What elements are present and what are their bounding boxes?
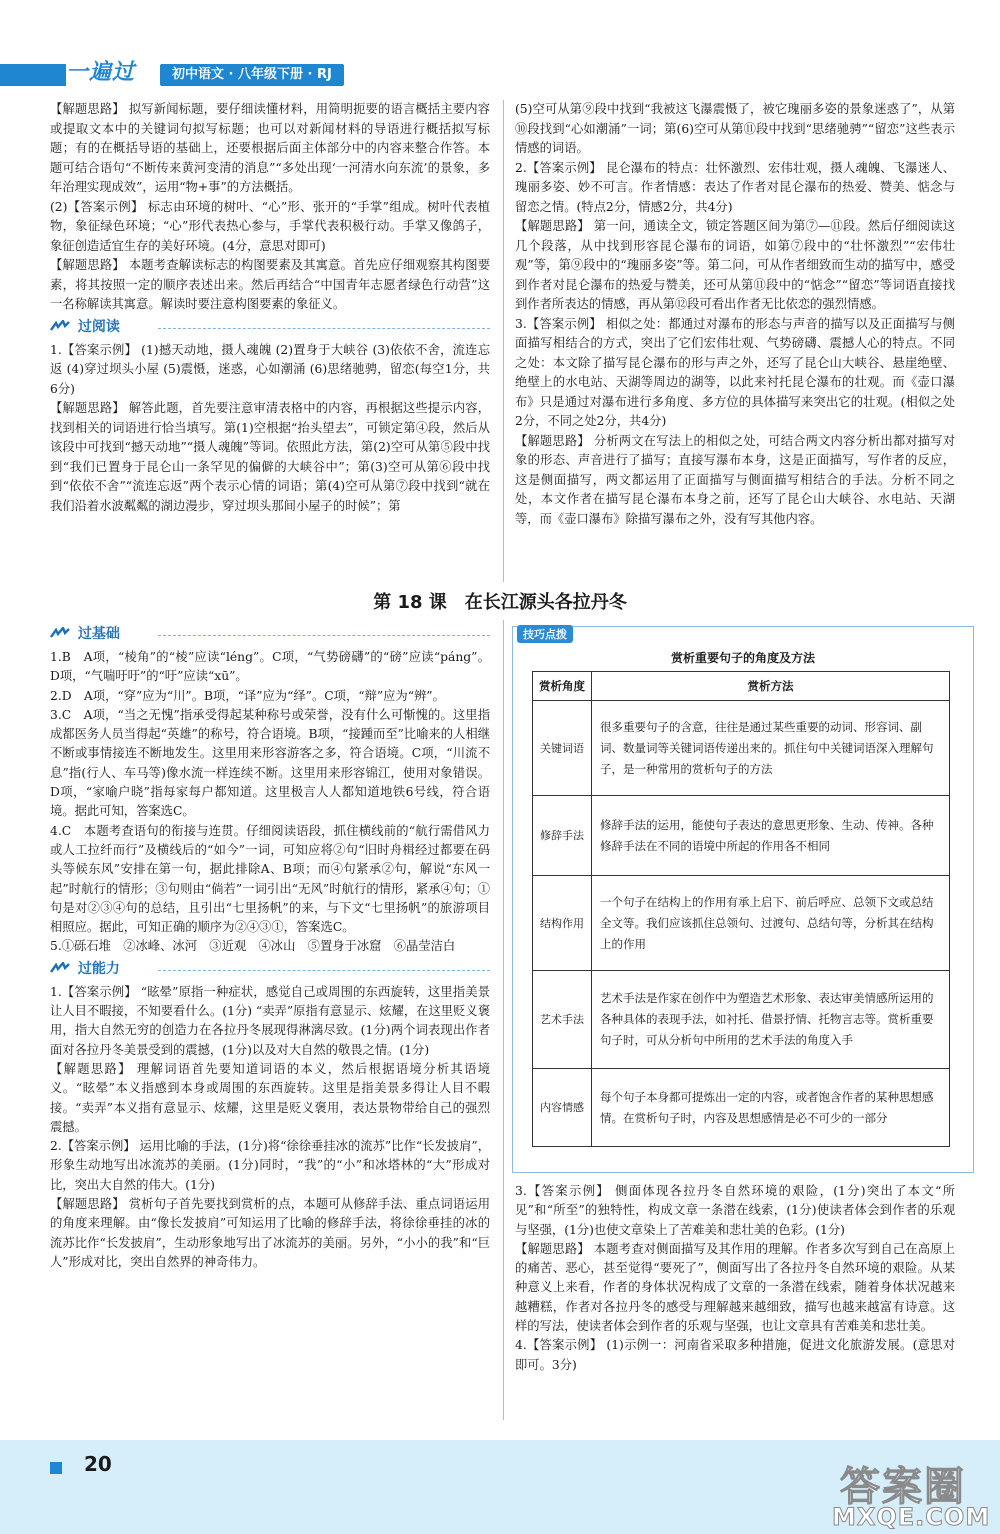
section-header-guojichu (50, 625, 490, 645)
book-logo: 一遍过 (66, 60, 136, 85)
paragraph: 1.【答案示例】 (1)撼天动地，摄人魂魄 (2)置身于大峡谷 (3)依依不舍，流连忘返 (4)穿过坝头小屋 (5)震慑，迷惑，心如潮涌 (6)思绪驰骋，留恋(每空1分，共6分) (50, 342, 490, 396)
table-header-angle: 赏析角度 (533, 672, 592, 701)
table-header-method: 赏析方法 (592, 672, 950, 701)
section-title: 过阅读 (77, 318, 120, 335)
column-divider-bottom (503, 620, 504, 1420)
book-subtitle: 初中语文 · 八年级下册 · RJ (160, 64, 344, 86)
paragraph: 2.D A项，“穿”应为“川”。B项，“译”应为“绎”。C项，“辩”应为“辨”。 (50, 688, 445, 703)
paragraph: (2)【答案示例】 标志由环境的树叶、“心”形、张开的“手掌”组成。树叶代表植物，象征绿色环境；“心”形代表热心参与，手掌代表积极行动。手掌又像鸽子，象征创造适宜生存的美好环境。(4分，意思对即可) (50, 199, 490, 253)
tips-tag: 技巧点拨 (517, 625, 573, 643)
table-cell-angle: 修辞手法 (533, 796, 592, 876)
watermark-logo: 答案圈 (840, 1464, 966, 1510)
section-dashed-line (158, 328, 490, 329)
paragraph: 2.【答案示例】 昆仑瀑布的特点：壮怀激烈、宏伟壮观，摄人魂魄、飞瀑迷人、瑰丽多姿、妙不可言。作者情感：表达了作者对昆仑瀑布的热爱、赞美、惦念与留恋之情。(特点2分，情感2分，共4分) (515, 160, 955, 214)
tips-title: 赏析重要句子的角度及方法 (670, 651, 815, 665)
paragraph: 【解题思路】 第一问，通读全文，锁定答题区间为第⑦—⑪段。然后仔细阅读这几个段落，从中找到形容昆仑瀑布的词语，如第⑦段中的“壮怀激烈”“宏伟壮观”等，第⑨段中的“瑰丽多姿”等。第二问，可从作者细致而生动的描写中，感受到作者对昆仑瀑布的热爱与赞美，还可从第⑪段中的“惦念”“留恋”等词语直接找到作者所表达的情感，再从第⑫段可看出作者无比依恋的强烈情感。 (515, 219, 955, 311)
left-column-top (50, 100, 490, 516)
paragraph: 【解题思路】 赏析句子首先要找到赏析的点，本题可从修辞手法、重点词语运用的角度来理解。由“像长发披肩”可知运用了比喻的修辞手法，将徐徐垂挂的冰的流苏比作“长发披肩”，生动形象地写出了冰流苏的美丽。另外，“小小的我”和“巨人”形成对比，突出自然界的神奇伟力。 (50, 1197, 490, 1269)
table-row (533, 971, 950, 1069)
paragraph: 【解题思路】 分析两文在写法上的相似之处，可结合两文内容分析出都对描写对象的形态、声音进行了描写；直接写瀑布本身，这是正面描写，写作者的反应，这是侧面描写，两文都运用了正面描写与侧面描写相结合的手法。分析不同之处，本文作者在描写昆仑瀑布本身之前，还写了昆仑山大峡谷、水电站、天湖等，而《壶口瀑布》除描写瀑布之外，没有写其他内容。 (515, 433, 955, 526)
section-title: 过基础 (77, 626, 120, 642)
table-cell-angle: 艺术手法 (533, 971, 592, 1069)
tips-table (532, 671, 950, 1147)
left-column-bottom (50, 622, 490, 1272)
section-arrow-icon (50, 961, 70, 973)
paragraph: 3.【答案示例】 相似之处：都通过对瀑布的形态与声音的描写以及正面描写与侧面描写相结合的方式，突出了它们宏伟壮观、气势磅礴、震撼人心的特点。不同之处：本文除了描写昆仑瀑布的形与声之外，还写了昆仑山大峡谷、悬崖绝壁、绝壁上的水电站、天湖等周边的湖等，以此来衬托昆仑瀑布的壮观。而《壶口瀑布》只是通过对瀑布进行多角度、多方位的具体描写来突出它的壮观。(相似之处2分，不同之处2分，共4分) (515, 316, 955, 428)
column-divider-top (503, 100, 504, 582)
watermark-url: MXQE.COM (832, 1503, 991, 1531)
paragraph: 【解题思路】 拟写新闻标题，要仔细读懂材料，用简明扼要的语言概括主要内容或提取文本中的关键词句拟写标题；也可以对新闻材料的导语进行概括拟写标题；有的在概括导语的基础上，还要根据后面主体部分中的内容来整合作答。本题可结合语句“不断传来黄河变清的消息”“多处出现‘一河清水向东流’的景象，多年治理实现成效”，运用“物+事”的方法概括。 (50, 102, 490, 194)
paragraph: 3.C A项，“当之无愧”指承受得起某种称号或荣誉，没有什么可惭愧的。这里指成都医务人员当得起“英雄”的称号，符合语境。B项，“接踵而至”比喻来的人相继不断或事情接连不断地发生。这里用来形容游客之多，符合语境。C项，“川流不息”指(行人、车马等)像水流一样连续不断。这里用来形容锦江，使用对象错误。D项，“家喻户晓”指每家每户都知道。这里极言人人都知道地铁6号线，符合语境。据此可知，答案选C。 (50, 707, 490, 819)
table-cell-angle: 结构作用 (533, 876, 592, 971)
page-number: 20 (84, 1452, 112, 1476)
section-arrow-icon (50, 319, 70, 331)
table-row (533, 876, 950, 971)
section-title: 过能力 (77, 960, 120, 977)
paragraph: 【解题思路】 本题考查解读标志的构图要素及其寓意。首先应仔细观察其构图要素，将其按照一定的顺序表述出来。然后再结合“中国青年志愿者绿色行动营”这一名称解读其寓意。解读时要注意构图要素的象征义。 (50, 258, 490, 311)
book-header (0, 58, 400, 90)
table-row (533, 701, 950, 796)
footer-square-icon (50, 1462, 62, 1474)
tips-box (512, 626, 974, 1173)
table-cell-method: 很多重要句子的含意，往往是通过某些重要的动词、形容词、副词、数量词等关键词语传递出来的。抓住句中关键词语深入理解句子，是一种常用的赏析句子的方法 (592, 701, 950, 796)
header-color-bar (0, 64, 66, 86)
table-row (533, 1069, 950, 1147)
paragraph: 1.【答案示例】 “眩晕”原指一种症状，感觉自己或周围的东西旋转，这里指美景让人目不暇接，不知要看什么。(1分) “卖弄”原指有意显示、炫耀，在这里贬义褒用，指大自然无穷的创造力在各拉丹冬展现得淋漓尽致。(1分)两个词表现出作者面对各拉丹冬美景受到的震撼，(1分)以及对大自然的敬畏之情。(1分) (50, 984, 490, 1057)
paragraph: 3.【答案示例】 侧面体现各拉丹冬自然环境的艰险，(1分)突出了本文“所见”和“所至”的独特性，构成文章一条潜在线索，(1分)使读者体会到作者的乐观与坚强，(1分)也使文章染上了苦难美和悲壮美的色彩。(1分) (515, 1184, 955, 1237)
section-header-guonengli (50, 960, 490, 980)
right-column-bottom (515, 1182, 955, 1375)
section-dashed-line (158, 970, 490, 971)
table-cell-method: 每个句子本身都可提炼出一定的内容，或者饱含作者的某种思想感情。在赏析句子时，内容及思想感情是必不可少的一部分 (592, 1069, 950, 1147)
paragraph: 5.①砾石堆 ②冰峰、冰河 ③近观 ④冰山 ⑤置身于冰窟 ⑥晶莹洁白 (50, 939, 456, 954)
section-dashed-line (158, 635, 490, 636)
table-cell-method: 一个句子在结构上的作用有承上启下、前后呼应、总领下文或总结全文等。我们应该抓住总领句、过渡句、总结句等，分析其在结构上的作用 (592, 876, 950, 971)
table-cell-angle: 内容情感 (533, 1069, 592, 1147)
lesson-title: 第 18 课 在长江源头各拉丹冬 (373, 592, 627, 613)
table-row (533, 796, 950, 876)
paragraph: (5)空可从第⑨段中找到“我被这飞瀑震慑了，被它瑰丽多姿的景象迷惑了”，从第⑩段找到“心如潮涌”一词；第(6)空可从第⑪段中找到“思绪驰骋”“留恋”这些表示情感的词语。 (515, 102, 955, 155)
paragraph: 【解题思路】 解答此题，首先要注意审清表格中的内容，再根据这些提示内容，找到相关的词语进行恰当填写。第(1)空根据“抬头望去”，可锁定第④段，然后从该段中可找到“撼天动地”“摄人魂魄”等词。依照此方法，第(2)空可从第⑤段中找到“我们已置身于昆仑山一条罕见的偏僻的大峡谷中”；第(3)空可从第⑥段中找到“依依不舍”“流连忘返”两个表示心情的词语；第(4)空可从第⑦段中找到“就在我们沿着水波粼粼的湖边漫步，穿过坝头那间小屋子的时候”；第 (50, 401, 490, 513)
table-cell-method: 修辞手法的运用，能使句子表达的意思更形象、生动、传神。各种修辞手法在不同的语境中所起的作用各不相同 (592, 796, 950, 876)
paragraph: 4.【答案示例】 (1)示例一：河南省采取多种措施，促进文化旅游发展。(意思对即可。3分) (515, 1338, 955, 1372)
section-arrow-icon (50, 626, 70, 638)
right-column-top (515, 100, 955, 529)
table-cell-angle: 关键词语 (533, 701, 592, 796)
paragraph: 1.B A项，“棱角”的“棱”应读“léng”。C项，“气势磅礴”的“磅”应读“páng”。D项，“气喘吁吁”的“吁”应读“xū”。 (50, 650, 490, 684)
table-cell-method: 艺术手法是作家在创作中为塑造艺术形象、表达审美情感所运用的各种具体的表现手法，如衬托、借景抒情、托物言志等。赏析重要句子时，可从分析句中所用的艺术手法的角度入手 (592, 971, 950, 1069)
section-header-guoyuedu (50, 318, 490, 338)
paragraph: 【解题思路】 理解词语首先要知道词语的本义，然后根据语境分析其语境义。“眩晕”本义指感到本身或周围的东西旋转。这里是指美景多得让人目不暇接。“卖弄”本义指有意显示、炫耀，这里是贬义褒用，表达景物带给自己的强烈震撼。 (50, 1061, 490, 1134)
paragraph: 【解题思路】 本题考查对侧面描写及其作用的理解。作者多次写到自己在高原上的痛苦、恶心，甚至觉得“要死了”，侧面写出了各拉丹冬自然环境的艰险。从某种意义上来看，作者的身体状况构成了文章的一条潜在线索，随着身体状况越来越糟糕，作者对各拉丹冬的感受与理解越来越细致，描写也越来越富有诗意。这样的写法，使读者体会到作者的乐观与坚强，也让文章具有苦难美和悲壮美。 (515, 1241, 955, 1334)
paragraph: 4.C 本题考查语句的衔接与连贯。仔细阅读语段，抓住横线前的“航行需借风力或人工拉纤而行”及横线后的“如今”一词，可知应将②句“旧时舟楫经过都要在码头等候东风”安排在第一句，据此排除A、B项；而④句紧承②句，解说“东风一起”时航行的情形；③句则由“倘若”一词引出“无风”时航行的情形，紧承④句；①句是对②③④句的总结，且引出“七里扬帆”的来，与下文“七里扬帆”的旅游项目相照应。据此，可知正确的顺序为②④③①，答案选C。 (50, 823, 490, 935)
paragraph: 2.【答案示例】 运用比喻的手法，(1分)将“徐徐垂挂冰的流苏”比作“长发披肩”，形象生动地写出冰流苏的美丽。(1分)同时，“我”的“小”和冰塔林的“大”形成对比，突出大自然的伟大。(1分) (50, 1139, 490, 1192)
table-header-row (533, 672, 950, 701)
